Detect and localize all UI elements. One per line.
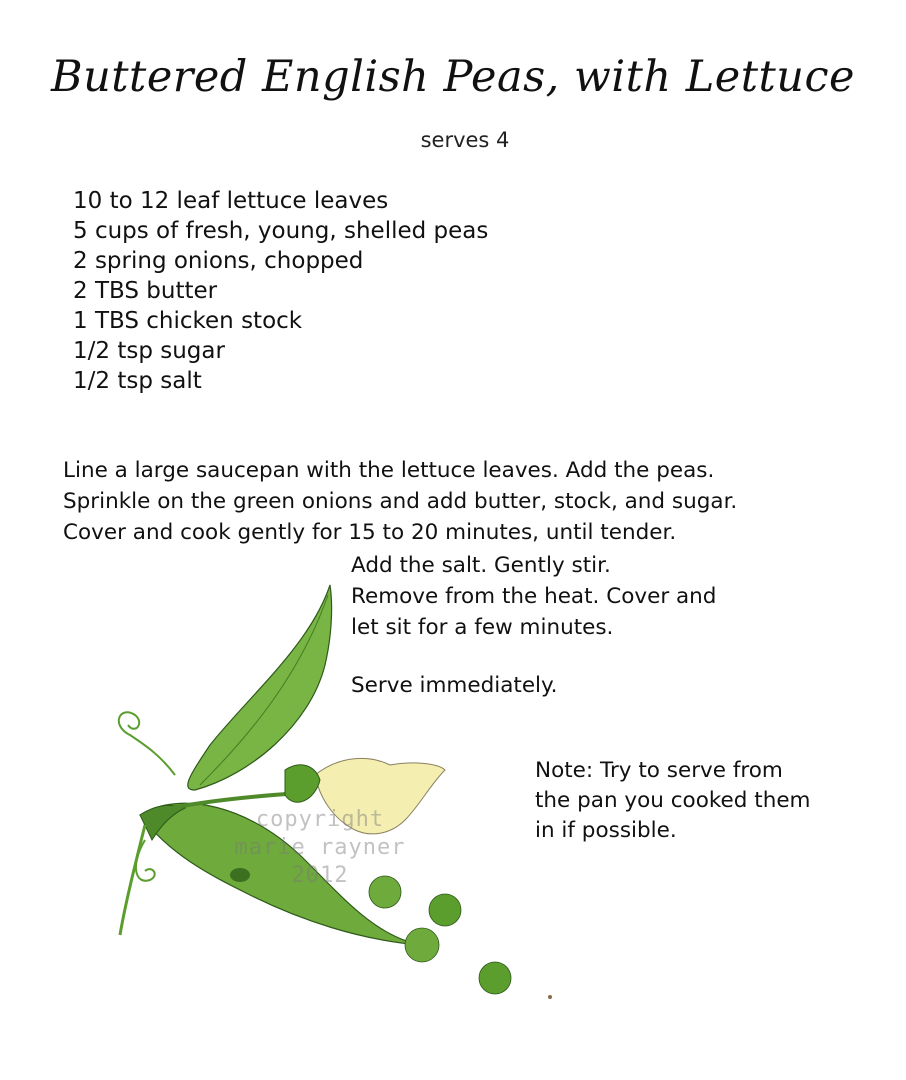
pea-tendril <box>119 712 175 775</box>
pea-leaf-shape <box>188 585 332 790</box>
pea-bud-calyx <box>285 765 320 802</box>
watermark-line: 2012 <box>291 863 349 888</box>
recipe-title: Buttered English Peas, with Lettuce <box>50 52 855 102</box>
ingredient-item: 1 TBS chicken stock <box>73 308 303 334</box>
pea-circle <box>405 928 439 962</box>
watermark-line: marie rayner <box>234 835 406 860</box>
watermark-line: copyright <box>255 807 385 832</box>
instruction-paragraph-1 <box>63 455 893 548</box>
copyright-watermark <box>200 806 440 890</box>
pea-pod-watercolor-icon <box>100 575 560 1015</box>
ingredient-list <box>73 186 488 396</box>
ingredient-item: 2 TBS butter <box>73 278 218 304</box>
note-line: in if possible. <box>535 818 677 843</box>
servings-label: serves 4 <box>420 128 510 152</box>
ingredient-item: 1/2 tsp salt <box>73 368 202 394</box>
instruction-line: Line a large saucepan with the lettuce leaves. Add the peas. <box>63 458 715 483</box>
instruction-line: Add the salt. Gently stir. <box>351 553 611 578</box>
pea-circle <box>479 962 511 994</box>
ingredient-item: 10 to 12 leaf lettuce leaves <box>73 188 389 214</box>
note-line: Note: Try to serve from <box>535 758 783 783</box>
instruction-line: Cover and cook gently for 15 to 20 minutes, until tender. <box>63 520 677 545</box>
ingredient-item: 1/2 tsp sugar <box>73 338 225 364</box>
instruction-line: Sprinkle on the green onions and add butter, stock, and sugar. <box>63 489 738 514</box>
instruction-line: Remove from the heat. Cover and <box>351 584 717 609</box>
note-line: the pan you cooked them <box>535 788 811 813</box>
ingredient-item: 5 cups of fresh, young, shelled peas <box>73 218 489 244</box>
instruction-line: let sit for a few minutes. <box>351 615 614 640</box>
paint-speck <box>548 995 552 999</box>
pea-circle <box>429 894 461 926</box>
serve-instruction: Serve immediately. <box>351 673 558 698</box>
recipe-note <box>535 756 875 846</box>
ingredient-item: 2 spring onions, chopped <box>73 248 364 274</box>
